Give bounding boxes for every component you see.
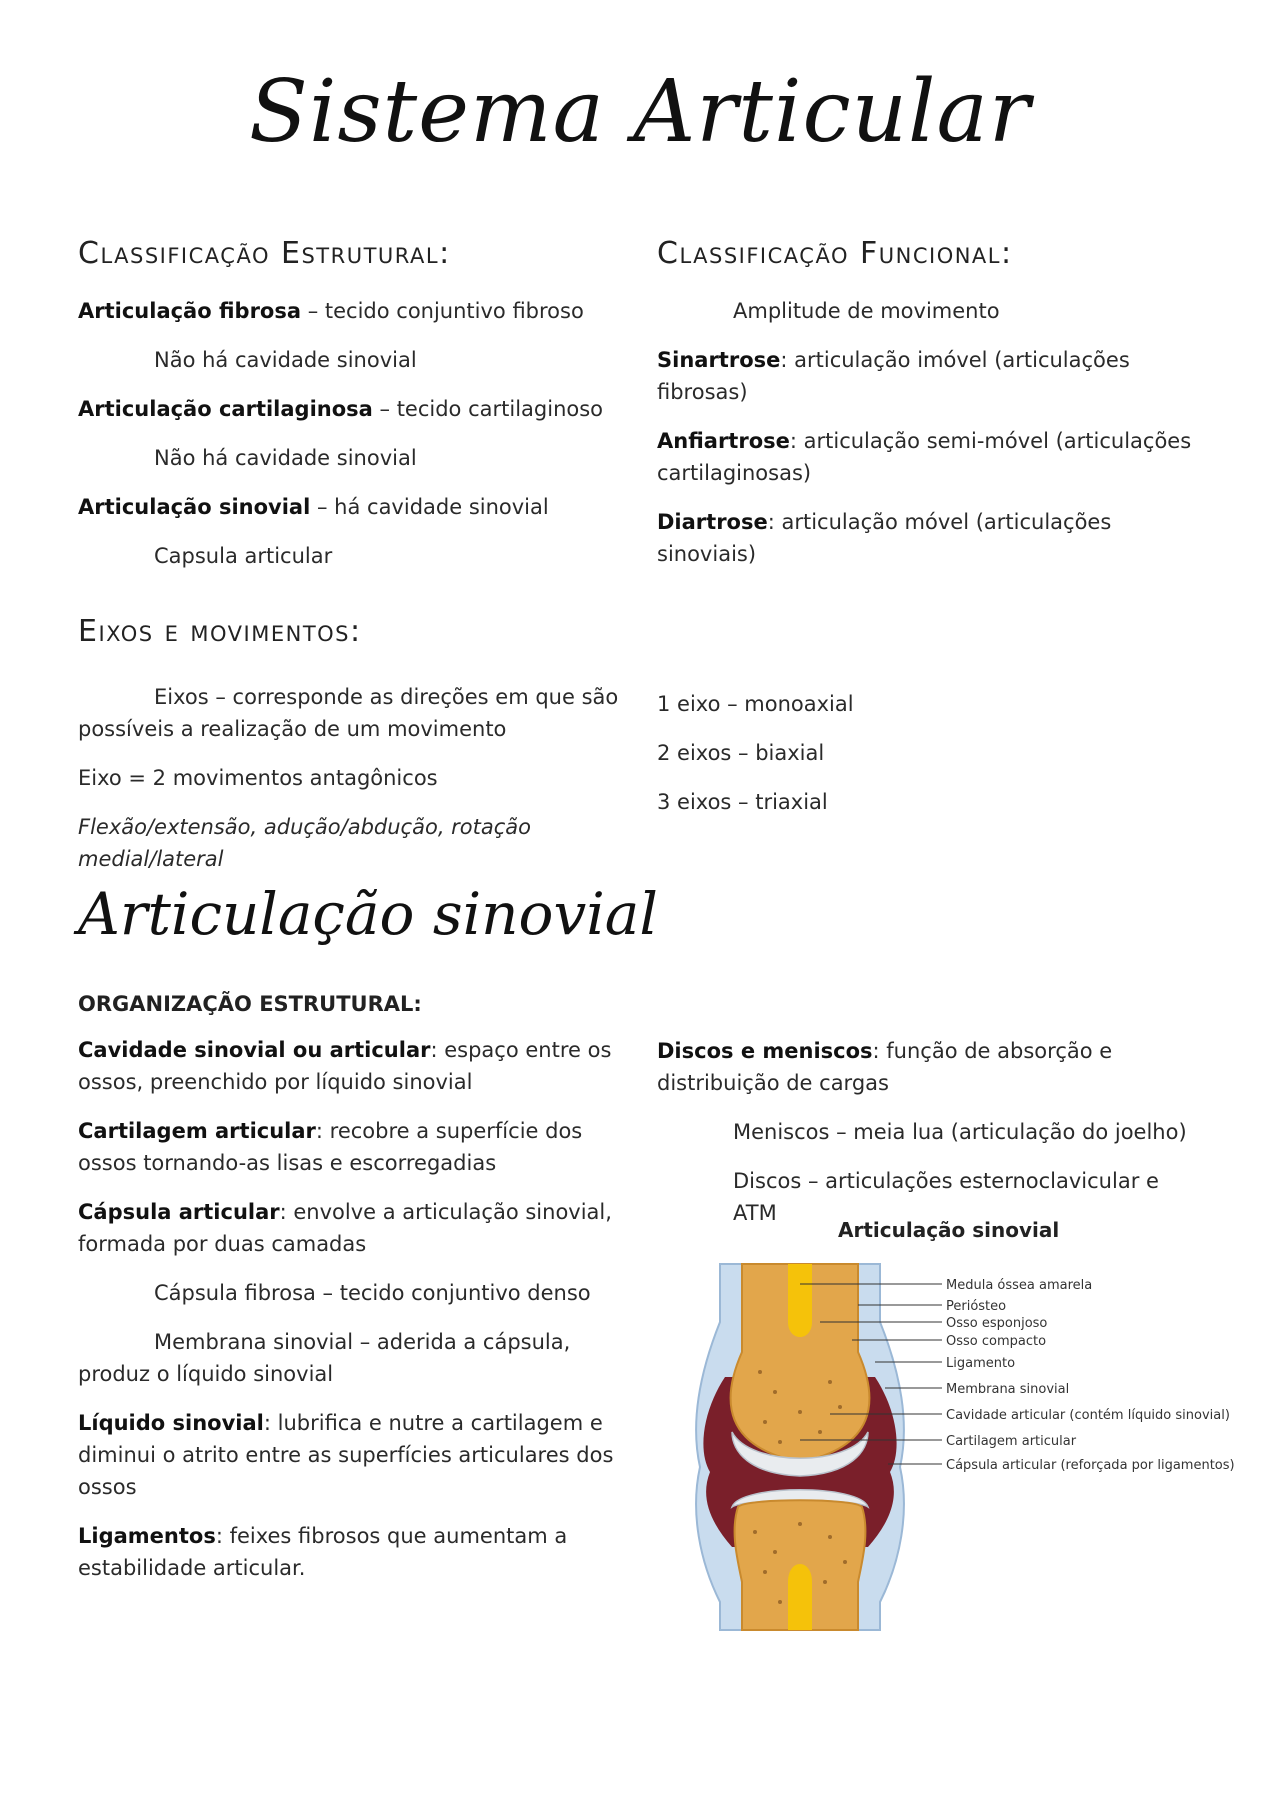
capsula-item: Cápsula articular: envolve a articulação sinovial, formada por duas camadas [78,1200,612,1256]
sinovial-title: Articulação sinovial [78,880,658,948]
discos-item: Discos e meniscos: função de absorção e distribuição de cargas [657,1039,1113,1095]
ligamentos-item: Ligamentos: feixes fibrosos que aumentam a estabilidade articular. [78,1524,568,1580]
eixos-section [78,614,638,892]
eixos-types [657,688,1202,835]
label-medula: Medula óssea amarela [946,1278,1093,1293]
estrutural-sub-fibrosa: Não há cavidade sinovial [154,348,417,372]
organizacao-heading: ORGANIZAÇÃO ESTRUTURAL: [78,992,422,1016]
diagram-title: Articulação sinovial [838,1218,1060,1242]
synovial-joint-diagram [680,1262,1260,1632]
eixos-definition: Eixos – corresponde as direções em que são possíveis a realização de um movimento [78,685,619,741]
label-osso-compacto: Osso compacto [946,1334,1047,1349]
funcional-item-anfiartrose: Anfiartrose: articulação semi-móvel (articulações cartilaginosas) [657,429,1192,485]
capsula-fibrosa-item: Cápsula fibrosa – tecido conjuntivo denso [154,1281,591,1305]
label-osso-esponjoso: Osso esponjoso [946,1316,1048,1331]
diagram-labels [946,1278,1235,1473]
discos-sub-item: Discos – articulações esternoclavicular e ATM [733,1169,1159,1225]
liquido-item: Líquido sinovial: lubrifica e nutre a cartilagem e diminui o atrito entre as superfícies articulares dos ossos [78,1411,614,1499]
membrana-item: Membrana sinovial – aderida a cápsula, produz o líquido sinovial [78,1330,571,1386]
eixos-type-1: 1 eixo – monoaxial [657,692,854,716]
estrutural-item-sinovial: Articulação sinovial – há cavidade sinovial [78,495,549,519]
upper-marrow [788,1264,812,1337]
eixos-heading: Eixos e movimentos: [78,614,362,649]
funcional-item-sinartrose: Sinartrose: articulação imóvel (articulações fibrosas) [657,348,1130,404]
eixos-equation: Eixo = 2 movimentos antagônicos [78,766,438,790]
eixos-type-3: 3 eixos – triaxial [657,790,828,814]
label-ligamento: Ligamento [946,1356,1016,1371]
estrutural-heading: Classificação Estrutural: [78,236,451,271]
cavidade-item: Cavidade sinovial ou articular: espaço entre os ossos, preenchido por líquido sinovial [78,1038,612,1094]
funcional-section [657,236,1202,587]
estrutural-section [78,236,638,589]
label-periosteo: Periósteo [946,1299,1007,1314]
estrutural-sub-sinovial: Capsula articular [154,544,333,568]
estrutural-sub-cartilaginosa: Não há cavidade sinovial [154,446,417,470]
discos-section [657,1035,1202,1246]
estrutural-item-cartilaginosa: Articulação cartilaginosa – tecido cartilaginoso [78,397,604,421]
meniscos-item: Meniscos – meia lua (articulação do joelho) [733,1120,1187,1144]
estrutural-item-fibrosa: Articulação fibrosa – tecido conjuntivo fibroso [78,299,584,323]
label-membrana: Membrana sinovial [946,1382,1070,1397]
label-cartilagem: Cartilagem articular [946,1434,1077,1449]
lower-marrow [788,1564,812,1630]
organizacao-section [78,992,638,1601]
label-cavidade: Cavidade articular (contém líquido sinovial) [946,1408,1230,1423]
label-capsula: Cápsula articular (reforçada por ligamentos) [946,1458,1235,1473]
page-title: Sistema Articular [249,62,1031,162]
eixos-examples: Flexão/extensão, adução/abdução, rotação medial/lateral [78,815,532,871]
funcional-item-diartrose: Diartrose: articulação móvel (articulações sinoviais) [657,510,1112,566]
funcional-intro: Amplitude de movimento [733,299,1000,323]
eixos-type-2: 2 eixos – biaxial [657,741,825,765]
cartilagem-item: Cartilagem articular: recobre a superfície dos ossos tornando-as lisas e escorregadias [78,1119,583,1175]
funcional-heading: Classificação Funcional: [657,236,1013,271]
